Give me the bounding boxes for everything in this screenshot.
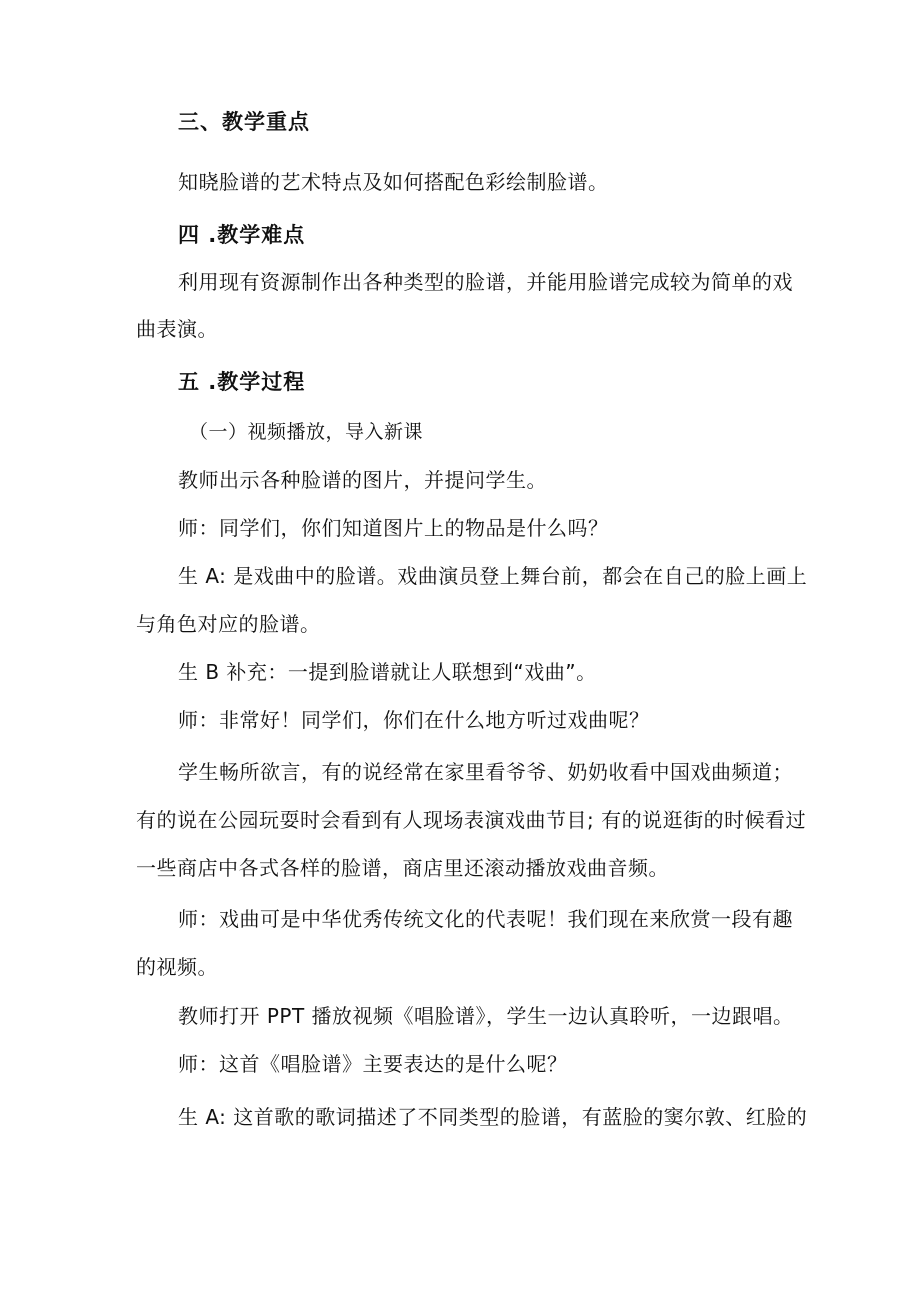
paragraph-line: 教师打开 PPT 播放视频《唱脸谱》，学生一边认真聆听，一边跟唱。 <box>178 1004 794 1028</box>
paragraph-line: 教师出示各种脸谱的图片，并提问学生。 <box>178 468 547 492</box>
process-subheading: （一）视频播放，导入新课 <box>189 421 424 443</box>
paragraph-line: 生 A: 是戏曲中的脸谱。戏曲演员登上舞台前，都会在自己的脸上画上 <box>178 564 808 588</box>
paragraph-line: 师：戏曲可是中华优秀传统文化的代表呢！我们现在来欣赏一段有趣 <box>178 907 793 931</box>
paragraph-line: 师：这首《唱脸谱》主要表达的是什么呢？ <box>178 1052 568 1076</box>
difficulties-paragraph-line-2: 曲表演。 <box>136 317 218 341</box>
section-heading-difficulties: 四 .教学难点 <box>178 223 306 247</box>
difficulties-paragraph-line-1: 利用现有资源制作出各种类型的脸谱，并能用脸谱完成较为简单的戏 <box>178 270 793 294</box>
paragraph-line: 学生畅所欲言，有的说经常在家里看爷爷、奶奶收看中国戏曲频道； <box>178 760 793 784</box>
paragraph-line: 一些商店中各式各样的脸谱，商店里还滚动播放戏曲音频。 <box>136 856 669 880</box>
section-heading-key-points: 三、教学重点 <box>178 110 310 134</box>
key-points-paragraph: 知晓脸谱的艺术特点及如何搭配色彩绘制脸谱。 <box>178 170 609 194</box>
section-heading-process: 五 .教学过程 <box>178 370 306 394</box>
paragraph-line: 生 B 补充：一提到脸谱就让人联想到“戏曲”。 <box>178 660 597 684</box>
paragraph-line: 师：非常好！同学们，你们在什么地方听过戏曲呢？ <box>178 708 650 732</box>
paragraph-line: 的视频。 <box>136 955 218 979</box>
paragraph-line: 与角色对应的脸谱。 <box>136 612 321 636</box>
paragraph-line: 有的说在公园玩耍时会看到有人现场表演戏曲节目; 有的说逛街的时候看过 <box>136 808 807 832</box>
paragraph-line: 生 A: 这首歌的歌词描述了不同类型的脸谱，有蓝脸的窦尔敦、红脸的 <box>178 1105 808 1129</box>
paragraph-line: 师：同学们，你们知道图片上的物品是什么吗？ <box>178 516 609 540</box>
